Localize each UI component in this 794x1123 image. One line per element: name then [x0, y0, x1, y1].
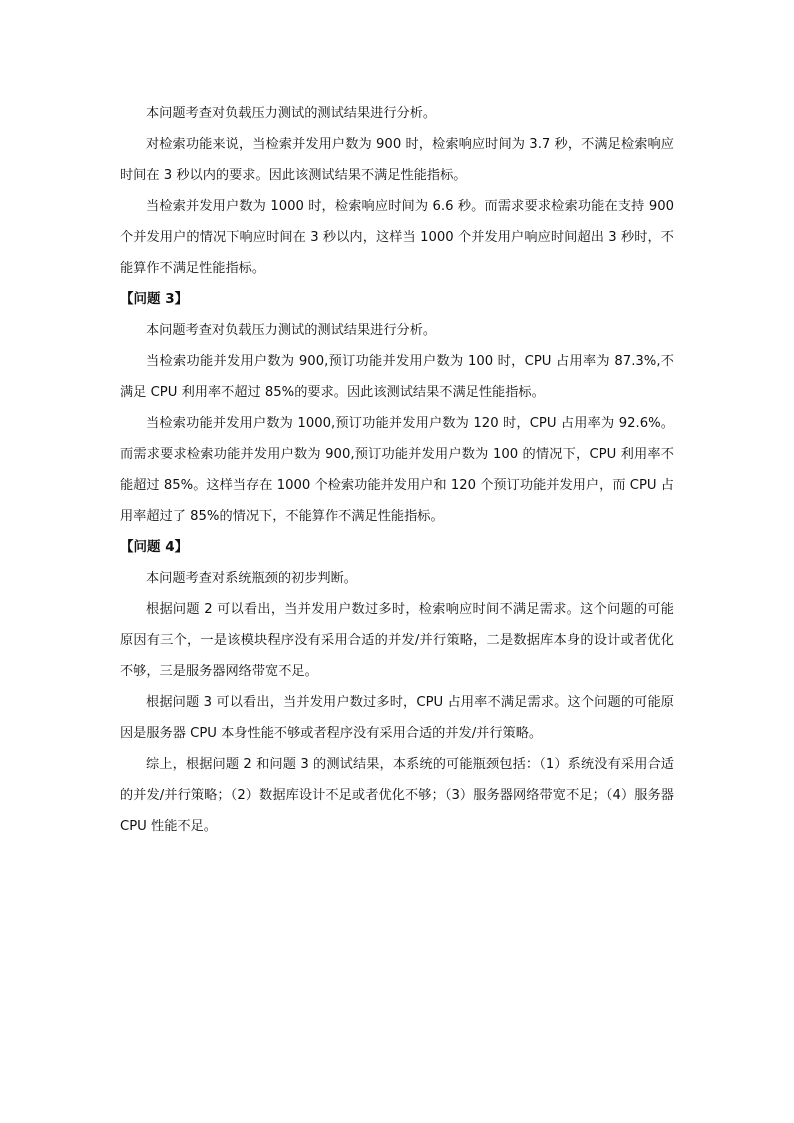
paragraph: 当检索功能并发用户数为 1000,预订功能并发用户数为 120 时，CPU 占用率为 92.6%。而需求要求检索功能并发用户数为 900,预订功能并发用户数为 100 的情况下，CPU 利用率不能超过 85%。这样当存在 1000 个检索功能并发用户和 120 个预订功能并发用户，而 CPU 占用率超过了 85%的情况下，不能算作不满足性能指标。 [120, 416, 674, 524]
section-heading: 【问题 4】 [120, 539, 189, 555]
section-heading: 【问题 3】 [120, 291, 189, 307]
document-body [120, 98, 674, 842]
paragraph: 当检索并发用户数为 1000 时，检索响应时间为 6.6 秒。而需求要求检索功能在支持 900 个并发用户的情况下响应时间在 3 秒以内，这样当 1000 个并发用户响应时间超出 3 秒时，不能算作不满足性能指标。 [120, 199, 674, 276]
paragraph: 根据问题 3 可以看出，当并发用户数过多时，CPU 占用率不满足需求。这个问题的可能原因是服务器 CPU 本身性能不够或者程序没有采用合适的并发/并行策略。 [120, 695, 674, 741]
paragraph: 当检索功能并发用户数为 900,预订功能并发用户数为 100 时，CPU 占用率为 87.3%,不满足 CPU 利用率不超过 85%的要求。因此该测试结果不满足性能指标。 [120, 354, 674, 400]
paragraph: 综上，根据问题 2 和问题 3 的测试结果，本系统的可能瓶颈包括：（1）系统没有采用合适的并发/并行策略；（2）数据库设计不足或者优化不够；（3）服务器网络带宽不足；（4）服务器 CPU 性能不足。 [120, 757, 674, 834]
paragraph: 根据问题 2 可以看出，当并发用户数过多时，检索响应时间不满足需求。这个问题的可能原因有三个，一是该模块程序没有采用合适的并发/并行策略，二是数据库本身的设计或者优化不够，三是服务器网络带宽不足。 [120, 602, 674, 679]
paragraph: 本问题考查对负载压力测试的测试结果进行分析。 [146, 106, 437, 121]
paragraph: 对检索功能来说，当检索并发用户数为 900 时，检索响应时间为 3.7 秒，不满足检索响应时间在 3 秒以内的要求。因此该测试结果不满足性能指标。 [120, 137, 674, 183]
paragraph: 本问题考查对负载压力测试的测试结果进行分析。 [146, 323, 437, 338]
paragraph: 本问题考查对系统瓶颈的初步判断。 [146, 571, 357, 586]
